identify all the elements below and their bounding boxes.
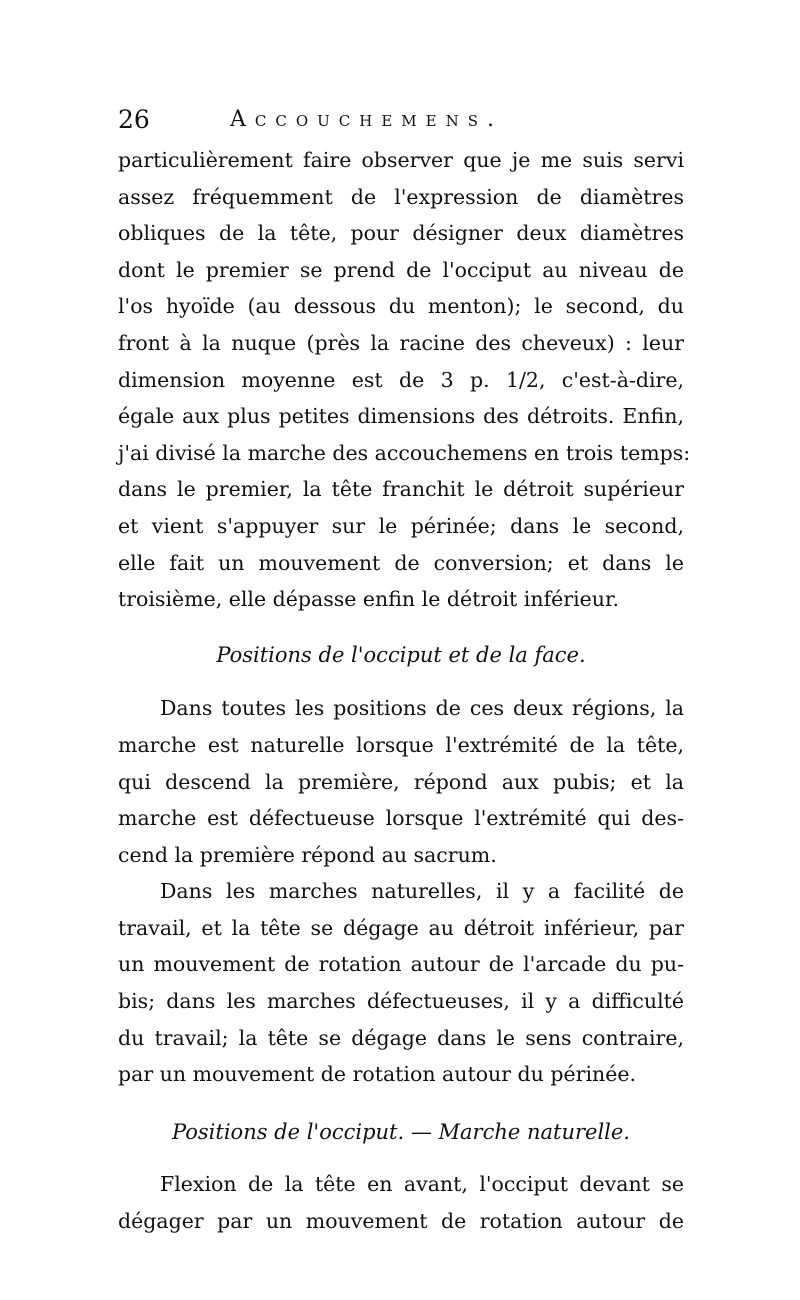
text-line: elle fait un mouvement de conversion; et dans le	[118, 550, 684, 575]
text-line: du travail; la tête se dégage dans le sens contraire,	[118, 1025, 684, 1050]
text-line: troisième, elle dépasse enfin le détroit inférieur.	[118, 587, 620, 612]
text-line: assez fréquemment de l'expression de diamètres	[118, 184, 684, 209]
text-line: dégager par un mouvement de rotation autour de	[118, 1209, 684, 1234]
text-line: j'ai divisé la marche des accouchemens en trois temps:	[118, 440, 691, 465]
text-line: qui descend la première, répond aux pubis; et la	[118, 769, 684, 794]
text-line: Flexion de la tête en avant, l'occiput devant se	[160, 1172, 684, 1197]
section-heading: Positions de l'occiput. — Marche naturelle.	[171, 1119, 630, 1144]
text-line: dimension moyenne est de 3 p. 1/2, c'est-à-dire,	[118, 367, 684, 392]
running-title: Accouchemens.	[230, 107, 503, 132]
page-number: 26	[118, 105, 150, 134]
text-line: égale aux plus petites dimensions des détroits. Enfin,	[118, 404, 684, 429]
text-line: front à la nuque (près la racine des cheveux) : leur	[118, 330, 684, 355]
text-line: et vient s'appuyer sur le périnée; dans le second,	[118, 513, 684, 538]
text-line: dont le premier se prend de l'occiput au niveau de	[118, 257, 684, 282]
text-line: marche est naturelle lorsque l'extrémité de la tête,	[118, 732, 684, 757]
paragraph	[118, 873, 684, 1093]
text-line: par un mouvement de rotation autour du périnée.	[118, 1062, 636, 1087]
text-line: particulièrement faire observer que je me suis servi	[118, 148, 684, 172]
text-line: obliques de la tête, pour désigner deux diamètres	[118, 221, 684, 246]
running-head	[118, 98, 684, 142]
text-line: dans le premier, la tête franchit le détroit supérieur	[118, 477, 684, 502]
text-line: Dans toutes les positions de ces deux régions, la	[160, 696, 684, 721]
paragraph	[118, 1166, 684, 1239]
text-line: Dans les marches naturelles, il y a facilité de	[160, 879, 684, 904]
book-page	[118, 98, 691, 1240]
paragraph-continuation	[118, 142, 691, 618]
text-line: bis; dans les marches défectueuses, il y a difficulté	[118, 989, 684, 1014]
text-line: un mouvement de rotation autour de l'arcade du pu-	[118, 952, 684, 977]
text-line: travail, et la tête se dégage au détroit inférieur, par	[118, 915, 684, 940]
text-line: marche est défectueuse lorsque l'extrémité qui des-	[118, 806, 684, 831]
section-heading: Positions de l'occiput et de la face.	[216, 642, 586, 667]
text-line: cend la première répond au sacrum.	[118, 842, 497, 867]
paragraph	[118, 690, 684, 873]
text-line: l'os hyoïde (au dessous du menton); le second, du	[118, 294, 684, 319]
